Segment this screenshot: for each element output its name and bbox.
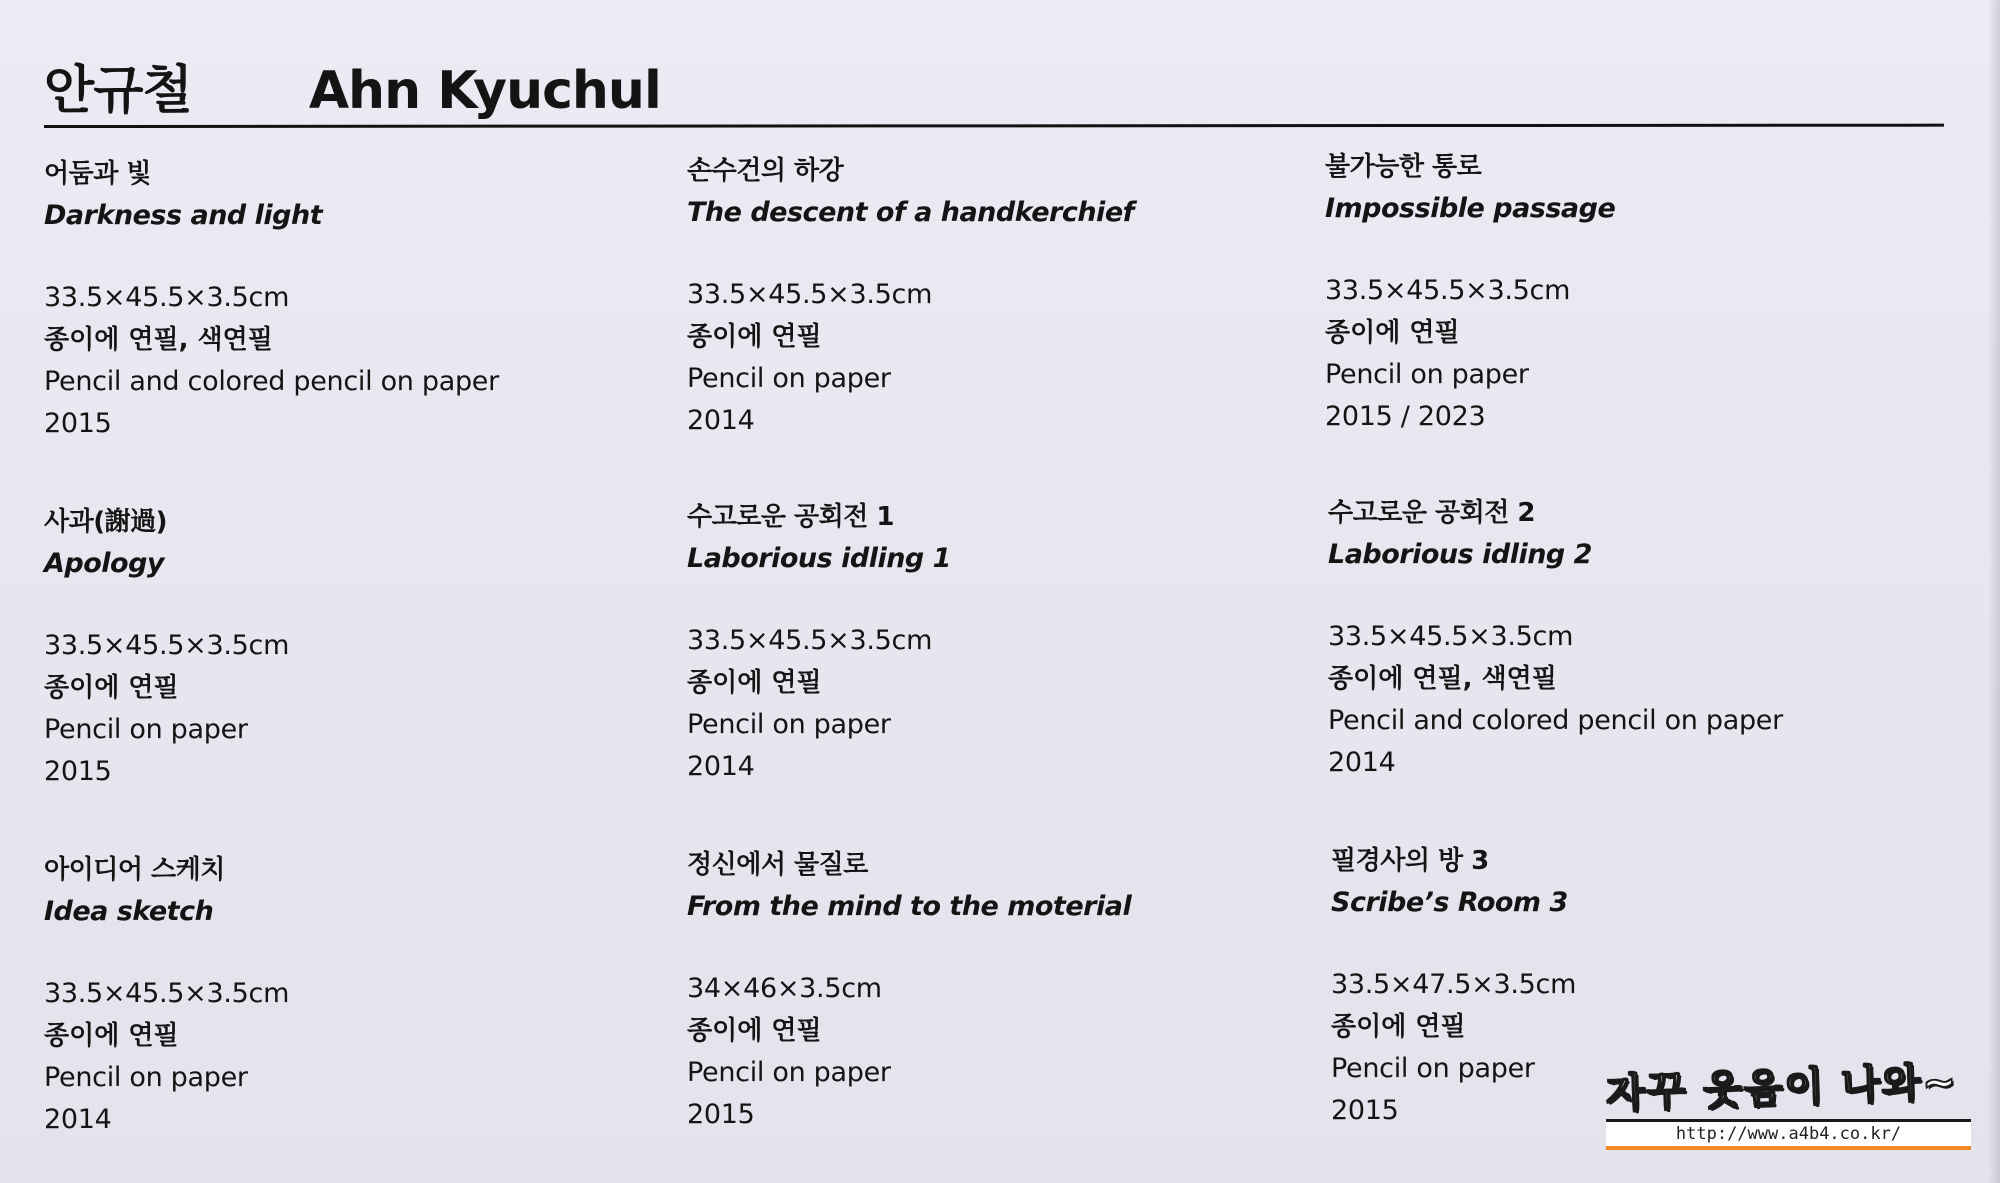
work-title-english: Laborious idling 2 [1328,539,1592,570]
work-medium-korean: 종이에 연필 [1331,1012,1466,1042]
work-title-english: Laborious idling 1 [687,543,951,574]
work-year: 2015 [1331,1095,1399,1126]
watermark-url: http://www.a4b4.co.kr/ [1606,1119,1971,1150]
work-medium-korean: 종이에 연필, 색연필 [1328,664,1557,694]
work-title-korean: 수고로운 공회전 2 [1328,498,1536,528]
work-year: 2015 [44,756,112,787]
work-medium-english: Pencil and colored pencil on paper [44,366,499,397]
work-dimensions: 34×46×3.5cm [687,973,882,1004]
work-title-korean: 아이디어 스케치 [44,855,225,885]
work-year: 2015 / 2023 [1325,401,1486,432]
work-entry [44,849,644,1141]
work-dimensions: 33.5×45.5×3.5cm [44,978,290,1009]
work-medium-korean: 종이에 연필 [687,322,822,352]
work-year: 2015 [687,1099,755,1130]
work-title-english: Apology [44,548,165,579]
work-medium-korean: 종이에 연필 [687,668,822,698]
work-dimensions: 33.5×45.5×3.5cm [687,625,933,656]
artist-name-korean: 안규철 [44,61,192,121]
work-medium-korean: 종이에 연필 [1325,318,1460,348]
work-medium-korean: 종이에 연필 [44,673,179,703]
work-title-english: Scribe’s Room 3 [1331,887,1568,918]
artist-name [44,48,661,123]
work-title-english: Idea sketch [44,896,214,927]
work-year: 2014 [687,751,755,782]
work-title-korean: 필경사의 방 3 [1331,846,1489,876]
watermark-caption: 자꾸 웃음이 나와~ [1605,1059,1959,1118]
work-title-english: Darkness and light [44,200,323,231]
work-medium-english: Pencil on paper [44,1062,248,1093]
work-year: 2014 [687,405,755,436]
work-medium-english: Pencil on paper [44,714,248,745]
work-title-korean: 정신에서 물질로 [687,850,868,880]
work-entry [687,496,1287,788]
work-medium-english: Pencil on paper [1325,359,1529,390]
work-entry [687,844,1287,1136]
card-edge-shadow [1988,0,2000,1183]
work-medium-english: Pencil on paper [1331,1053,1535,1084]
work-entry [687,150,1287,442]
work-title-korean: 손수건의 하강 [687,156,844,186]
work-dimensions: 33.5×45.5×3.5cm [44,630,290,661]
work-medium-english: Pencil and colored pencil on paper [1328,705,1783,736]
work-title-english: From the mind to the moterial [687,891,1132,922]
work-dimensions: 33.5×45.5×3.5cm [44,282,290,313]
work-year: 2014 [44,1104,112,1135]
work-title-korean: 사과(謝過) [44,507,167,537]
work-title-korean: 수고로운 공회전 1 [687,502,895,532]
work-entry [1328,492,1928,784]
work-year: 2015 [44,408,112,439]
work-title-korean: 불가능한 통로 [1325,152,1482,182]
work-medium-korean: 종이에 연필 [44,1021,179,1051]
work-medium-korean: 종이에 연필 [687,1016,822,1046]
header-divider [44,124,1944,128]
work-title-english: Impossible passage [1325,193,1616,224]
work-dimensions: 33.5×45.5×3.5cm [687,279,933,310]
artist-name-english: Ahn Kyuchul [308,61,661,121]
work-entry [1325,146,1925,438]
work-medium-korean: 종이에 연필, 색연필 [44,325,273,355]
work-entry [44,501,644,793]
work-year: 2014 [1328,747,1396,778]
work-title-english: The descent of a handkerchief [687,197,1134,228]
work-medium-english: Pencil on paper [687,1057,891,1088]
work-entry [44,153,644,445]
work-medium-english: Pencil on paper [687,709,891,740]
work-dimensions: 33.5×45.5×3.5cm [1325,275,1571,306]
work-dimensions: 33.5×45.5×3.5cm [1328,621,1574,652]
work-medium-english: Pencil on paper [687,363,891,394]
work-title-korean: 어둠과 빛 [44,159,152,189]
work-dimensions: 33.5×47.5×3.5cm [1331,969,1577,1000]
blog-watermark [1606,1056,1976,1150]
